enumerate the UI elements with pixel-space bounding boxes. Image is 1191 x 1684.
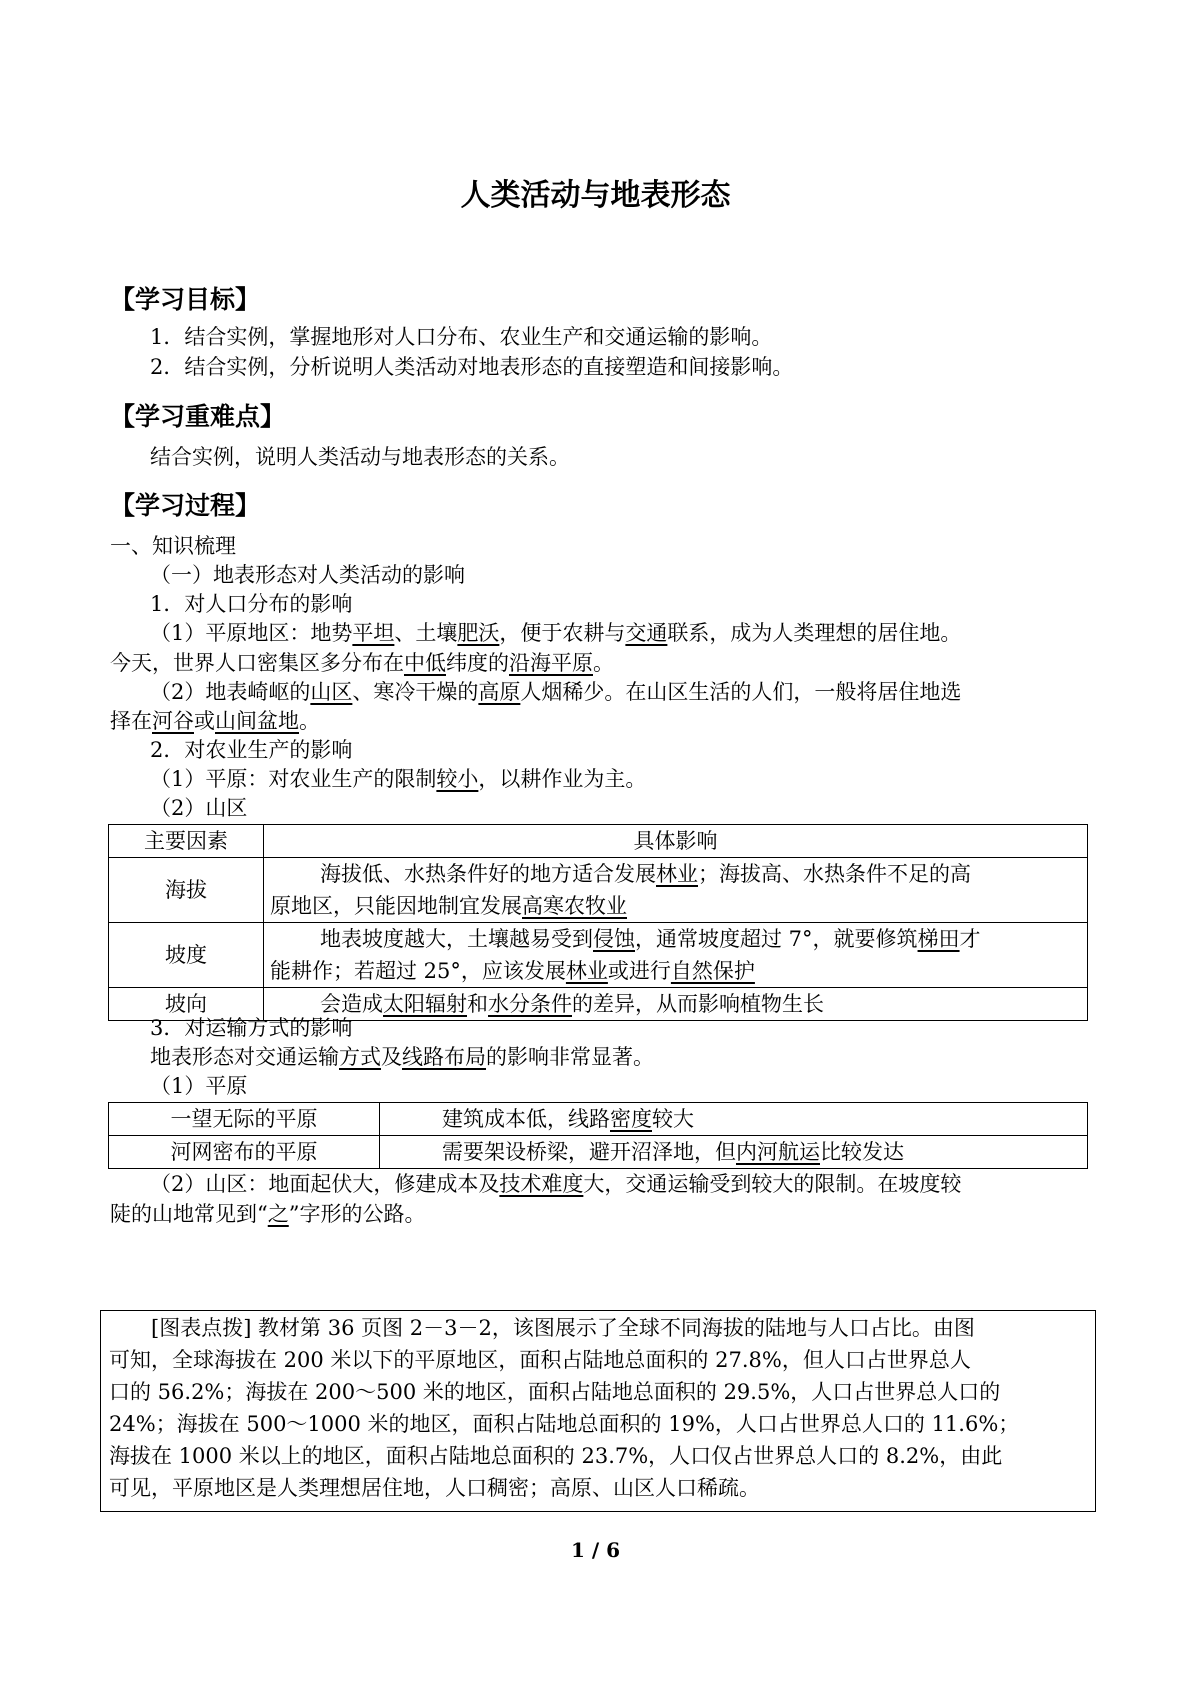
header-factor: 主要因素 [109,825,264,858]
factor-cell: 坡度 [109,923,264,988]
table-header-row [109,825,1088,858]
point-2-title: 2．对农业生产的影响 [150,738,353,762]
tip-line: 口的 56.2%；海拔在 200～500 米的地区，面积占陆地总面积的 29.5%，人口占世界总人口的 [109,1380,1001,1404]
point-3-title: 3．对运输方式的影响 [150,1016,353,1040]
table-row [109,1136,1088,1169]
paragraph-transport-mountain-1: （2）山区：地面起伏大，修建成本及技术难度大，交通运输受到较大的限制。在坡度较 [150,1172,962,1196]
paragraph-plain-1: （1）平原地区：地势平坦、土壤肥沃，便于农耕与交通联系，成为人类理想的居住地。 [150,621,962,645]
plain-type-cell: 河网密布的平原 [109,1136,380,1169]
point-1-title: 1．对人口分布的影响 [150,592,353,616]
chart-tip-box [100,1310,1096,1512]
mountain-factors-table [108,824,1088,1021]
factor-cell: 坡向 [109,988,264,1021]
plain-transport-table [108,1102,1088,1169]
impact-cell: 地表坡度越大，土壤越易受到侵蚀，通常坡度超过 7°，就要修筑梯田才 能耕作；若超过 25°，应该发展林业或进行自然保护 [264,923,1088,988]
header-impact: 具体影响 [264,825,1088,858]
factor-cell: 海拔 [109,858,264,923]
objective-1: 1．结合实例，掌握地形对人口分布、农业生产和交通运输的影响。 [150,325,773,349]
paragraph-transport: 地表形态对交通运输方式及线路布局的影响非常显著。 [150,1045,654,1069]
objective-2: 2．结合实例，分析说明人类活动对地表形态的直接塑造和间接影响。 [150,355,794,379]
paragraph-agri-plain: （1）平原：对农业生产的限制较小，以耕作业为主。 [150,767,647,791]
tip-line: 24%；海拔在 500～1000 米的地区，面积占陆地总面积的 19%，人口占世界总人口的 11.6%； [109,1412,1020,1436]
tip-line: 可知，全球海拔在 200 米以下的平原地区，面积占陆地总面积的 27.8%，但人口占世界总人 [109,1348,971,1372]
part-knowledge: 一、知识梳理 [110,534,236,558]
plain-impact-cell: 建筑成本低，线路密度较大 [380,1103,1088,1136]
tip-line: [图表点拨] 教材第 36 页图 2－3－2，该图展示了全球不同海拔的陆地与人口占比。由图 [151,1316,975,1340]
key-points-text: 结合实例，说明人类活动与地表形态的关系。 [150,445,570,469]
table-row [109,858,1088,923]
impact-cell: 海拔低、水热条件好的地方适合发展林业；海拔高、水热条件不足的高 原地区，只能因地制宜发展高寒农牧业 [264,858,1088,923]
paragraph-transport-plain: （1）平原 [150,1074,248,1098]
page-number: 1 / 6 [570,1538,621,1562]
subsection-1: （一）地表形态对人类活动的影响 [150,563,465,587]
paragraph-agri-mountain: （2）山区 [150,796,248,820]
table-row [109,1103,1088,1136]
heading-key-points: 【学习重难点】 [110,402,286,431]
impact-cell: 会造成太阳辐射和水分条件的差异，从而影响植物生长 [264,988,1088,1021]
tip-line: 海拔在 1000 米以上的地区，面积占陆地总面积的 23.7%，人口仅占世界总人口的 8.2%，由此 [109,1444,1003,1468]
tip-line: 可见，平原地区是人类理想居住地，人口稠密；高原、山区人口稀疏。 [109,1476,760,1500]
heading-objectives: 【学习目标】 [110,285,261,314]
paragraph-plain-2: 今天，世界人口密集区多分布在中低纬度的沿海平原。 [110,651,614,675]
plain-impact-cell: 需要架设桥梁，避开沼泽地，但内河航运比较发达 [380,1136,1088,1169]
heading-process: 【学习过程】 [110,491,261,520]
page-title: 人类活动与地表形态 [460,178,731,213]
plain-type-cell: 一望无际的平原 [109,1103,380,1136]
paragraph-transport-mountain-2: 陡的山地常见到“之”字形的公路。 [110,1202,426,1226]
paragraph-mountain-1: （2）地表崎岖的山区、寒冷干燥的高原人烟稀少。在山区生活的人们，一般将居住地选 [150,680,962,704]
table-row [109,923,1088,988]
paragraph-mountain-2: 择在河谷或山间盆地。 [110,709,320,733]
